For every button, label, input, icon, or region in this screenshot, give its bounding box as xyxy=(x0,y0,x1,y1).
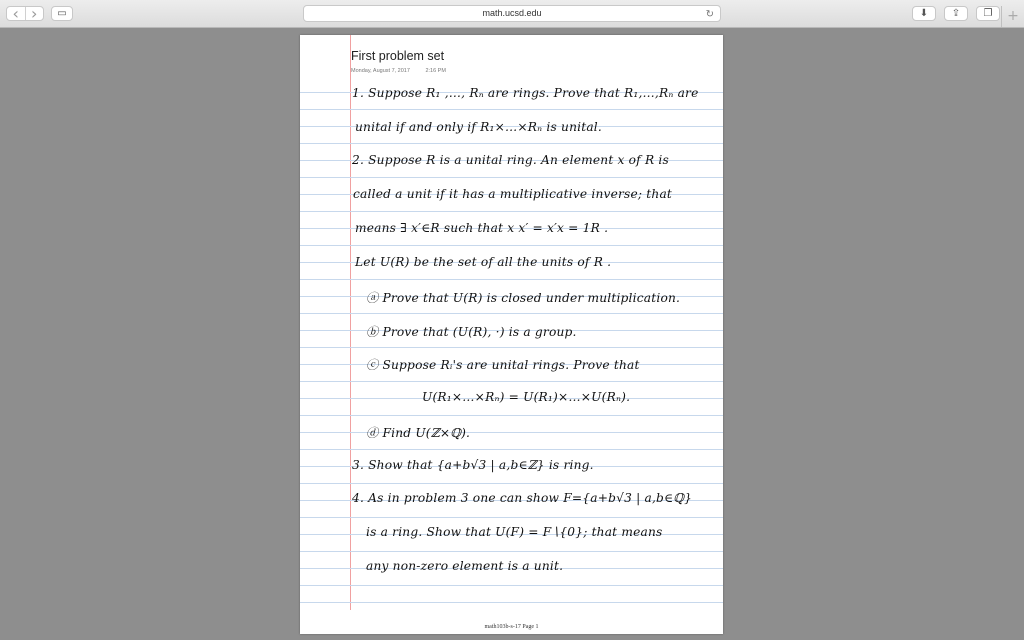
url-text: math.ucsd.edu xyxy=(482,8,542,18)
ruled-line xyxy=(300,177,723,178)
share-icon: ⇪ xyxy=(951,8,961,19)
page-meta xyxy=(351,68,446,74)
tabs-button[interactable] xyxy=(976,6,1000,21)
sidebar-button[interactable] xyxy=(51,6,73,21)
ruled-line xyxy=(300,381,723,382)
handwritten-line: ⓐ Prove that U(R) is closed under multiplication. xyxy=(366,291,681,305)
ruled-line xyxy=(300,585,723,586)
document-page xyxy=(300,35,723,634)
ruled-line xyxy=(300,279,723,280)
handwritten-line: Let U(R) be the set of all the units of R . xyxy=(355,255,612,269)
download-icon: ⬇ xyxy=(919,8,929,19)
handwritten-line: any non-zero element is a unit. xyxy=(366,559,564,573)
page-footer: math103b-s-17 Page 1 xyxy=(484,624,539,630)
handwritten-line: means ∃ x′∈R such that x x′ = x′x = 1R . xyxy=(355,221,609,235)
handwritten-line: U(R₁×…×Rₙ) = U(R₁)×…×U(Rₙ). xyxy=(422,390,631,404)
margin-line xyxy=(350,35,351,610)
ruled-line xyxy=(300,432,723,433)
chevron-left-icon[interactable]: ‹ xyxy=(12,6,19,21)
handwritten-line: 3. Show that {a+b√3 | a,b∈ℤ} is ring. xyxy=(352,458,594,472)
ruled-line xyxy=(300,143,723,144)
handwritten-line: is a ring. Show that U(F) = F∖{0}; that means xyxy=(366,525,663,539)
page-title: First problem set xyxy=(351,49,445,63)
ruled-line xyxy=(300,313,723,314)
handwritten-line: ⓓ Find U(ℤ×ℚ). xyxy=(366,426,471,440)
ruled-line xyxy=(300,449,723,450)
ruled-line xyxy=(300,109,723,110)
page-time: 2:16 PM xyxy=(425,68,446,74)
handwritten-line: 1. Suppose R₁ ,…, Rₙ are rings. Prove that R₁,…,Rₙ are xyxy=(352,86,699,100)
page-date: Monday, August 7, 2017 xyxy=(351,68,410,74)
handwritten-line: called a unit if it has a multiplicative inverse; that xyxy=(353,187,673,201)
handwritten-line: 2. Suppose R is a unital ring. An element x of R is xyxy=(352,153,669,167)
chevron-right-icon[interactable]: › xyxy=(25,7,44,20)
handwritten-line: unital if and only if R₁×…×Rₙ is unital. xyxy=(355,120,602,134)
ruled-line xyxy=(300,551,723,552)
share-button[interactable] xyxy=(944,6,968,21)
tabs-icon: ❐ xyxy=(983,8,993,19)
handwritten-line: ⓑ Prove that (U(R), ·) is a group. xyxy=(366,325,577,339)
new-tab-button[interactable] xyxy=(1001,6,1024,27)
handwritten-line: ⓒ Suppose Rᵢ's are unital rings. Prove that xyxy=(366,358,640,372)
browser-toolbar xyxy=(0,0,1024,28)
sidebar-icon: ▭ xyxy=(57,8,67,19)
nav-buttons xyxy=(6,6,44,21)
download-button[interactable] xyxy=(912,6,936,21)
reload-icon[interactable]: ↻ xyxy=(705,9,714,20)
ruled-line xyxy=(300,517,723,518)
ruled-line xyxy=(300,415,723,416)
address-bar[interactable] xyxy=(303,5,721,22)
ruled-line xyxy=(300,347,723,348)
handwritten-line: 4. As in problem 3 one can show F={a+b√3 | a,b∈ℚ} xyxy=(352,491,693,505)
ruled-line xyxy=(300,483,723,484)
ruled-line xyxy=(300,245,723,246)
ruled-line xyxy=(300,211,723,212)
ruled-line xyxy=(300,602,723,603)
plus-icon: + xyxy=(1007,8,1019,24)
